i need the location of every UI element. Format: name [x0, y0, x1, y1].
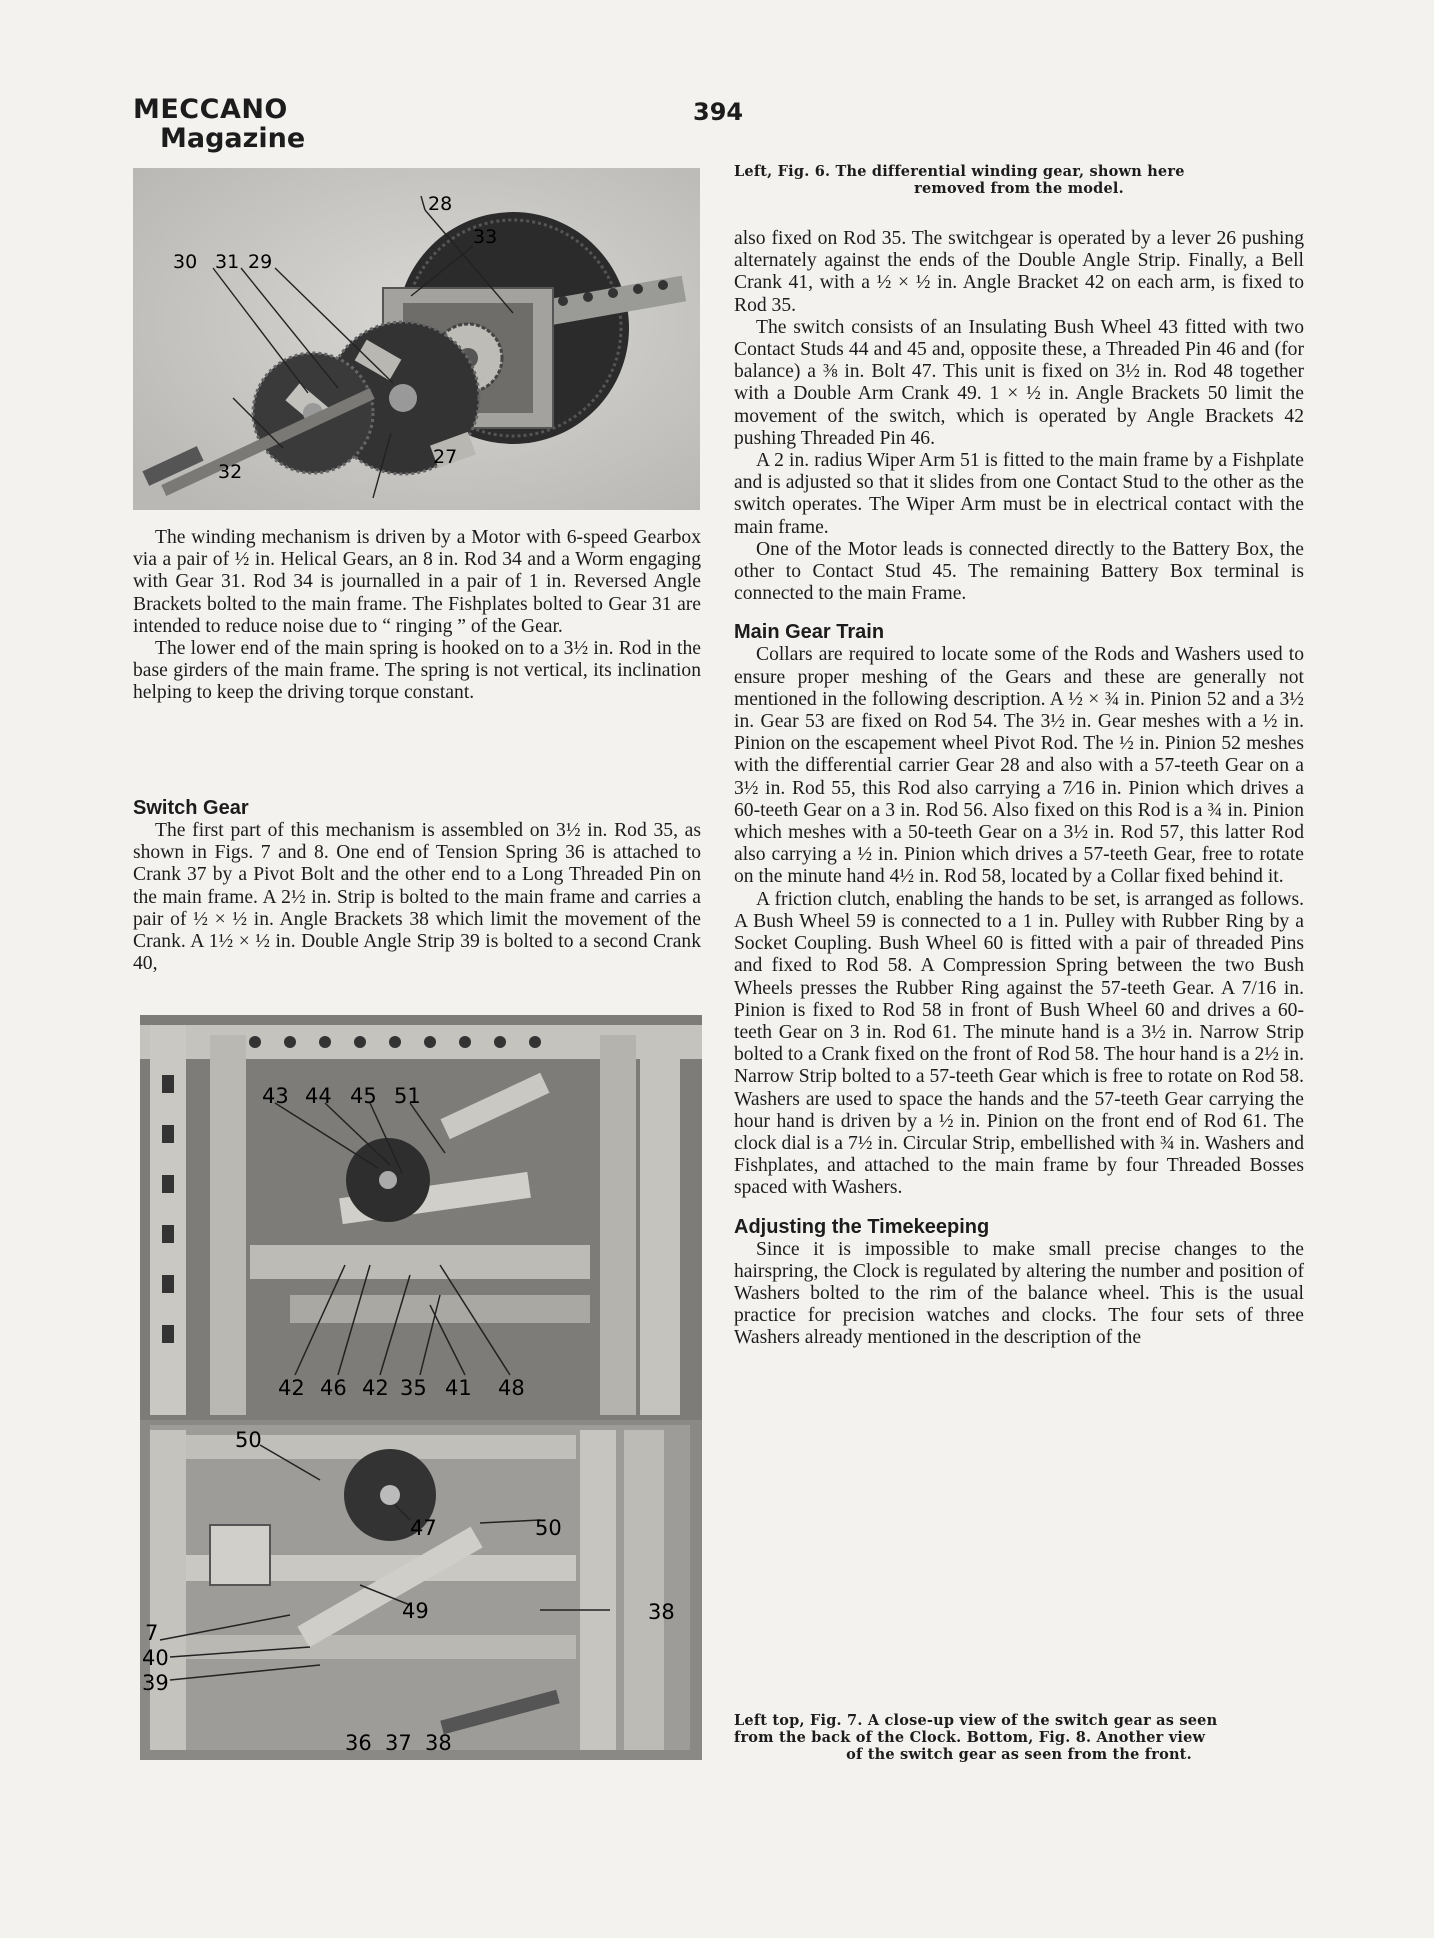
masthead — [133, 96, 305, 152]
fig7-8-photo — [140, 1015, 702, 1760]
section-heading-switch-gear: Switch Gear — [133, 797, 249, 819]
section-heading-main-gear-train: Main Gear Train — [734, 621, 885, 644]
callout-31: 31 — [215, 251, 240, 273]
fig7-8-caption — [734, 1712, 1304, 1763]
callout-51: 51 — [394, 1084, 421, 1108]
callout-28: 28 — [428, 193, 453, 215]
paragraph: also fixed on Rod 35. The switchgear is operated by a lever 26 pushing alternately against the ends of the Double Angle Strip. Finally, a Bell Crank 41, with a ½ × ½ in. Angle Bracket 42 on each arm, is fixed to Rod 35. — [734, 228, 1304, 316]
callout-41: 41 — [445, 1376, 472, 1400]
callout-38: 38 — [425, 1731, 452, 1755]
paragraph: The winding mechanism is driven by a Motor with 6-speed Gearbox via a pair of ½ in. Helical Gears, an 8 in. Rod 34 and a Worm engaging with Gear 31. Rod 34 is journalled in a pair of 1 in. Reversed Angle Brackets bolted to the main frame. The Fishplates bolted to Gear 31 are intended to reduce noise due to “ ringing ” of the Gear. — [133, 527, 701, 637]
paragraph: Since it is impossible to make small precise changes to the hairspring, the Clock is regulated by altering the number and position of Washers bolted to the rim of the balance wheel. This is the usual practice for precision watches and clocks. The four sets of three Washers already mentioned in the description of the — [734, 1238, 1304, 1349]
left-column-switch — [133, 797, 701, 975]
callout-49: 49 — [402, 1599, 429, 1623]
paragraph: One of the Motor leads is connected directly to the Battery Box, the other to Contact Stud 45. The remaining Battery Box terminal is connected to the main Frame. — [734, 538, 1304, 605]
callout-30: 30 — [173, 251, 198, 273]
callout-50: 50 — [235, 1428, 262, 1452]
callout-40: 40 — [142, 1646, 169, 1670]
paragraph: Collars are required to locate some of the Rods and Washers used to ensure proper meshing of the Gears and these are generally not mentioned in the following description. A ½ × ¾ in. Pinion 52 and a 3½ in. Gear 53 are fixed on Rod 54. The 3½ in. Gear meshes with a ½ in. Pinion on the escapement wheel Pivot Rod. The ½ in. Pinion 52 meshes with the differential carrier Gear 28 and also with a 57-teeth Gear on a 3½ in. Rod 55, this Rod also carrying a 7⁄16 in. Pinion which drives a 60-teeth Gear on a 3 in. Rod 56. Also fixed on this Rod is a ¾ in. Pinion which meshes with a 50-teeth Gear on a 3½ in. Rod 57, this latter Rod also carrying a ½ in. Pinion which drives a 57-teeth Gear, free to rotate on the minute hand 4½ in. Rod 58, located by a Collar fixed behind it. — [734, 644, 1304, 888]
callout-29: 29 — [248, 251, 273, 273]
fig7-8-caption-line1: Left top, Fig. 7. A close-up view of the switch gear as seen — [734, 1712, 1218, 1729]
fig7-8-caption-line3: of the switch gear as seen from the front. — [846, 1746, 1192, 1763]
fig6-caption-line1: Left, Fig. 6. The differential winding gear, shown here — [734, 163, 1185, 180]
masthead-title: MECCANO — [133, 94, 288, 125]
fig6-photo — [133, 168, 700, 510]
callout-37: 37 — [385, 1731, 412, 1755]
paragraph: The lower end of the main spring is hooked on to a 3½ in. Rod in the base girders of the main frame. The spring is not vertical, its inclination helping to keep the driving torque constant. — [133, 638, 701, 704]
callout-27: 27 — [433, 446, 458, 468]
callout-39: 39 — [142, 1671, 169, 1695]
paragraph: The switch consists of an Insulating Bush Wheel 43 fitted with two Contact Studs 44 and 45 and, opposite these, a Threaded Pin 46 and (for balance) a ⅜ in. Bolt 47. This unit is fixed on 3½ in. Rod 48 together with a Double Arm Crank 49. 1 × ½ in. Angle Brackets 50 limit the movement of the switch, which is operated by Angle Brackets 42 pushing Threaded Pin 46. — [734, 316, 1304, 449]
callout-32: 32 — [218, 461, 243, 483]
fig6-caption-line2: removed from the model. — [914, 180, 1124, 197]
section-heading-adjusting-timekeeping: Adjusting the Timekeeping — [734, 1215, 990, 1238]
left-column-intro — [133, 527, 701, 705]
right-column — [734, 228, 1304, 1350]
paragraph: A friction clutch, enabling the hands to be set, is arranged as follows. A Bush Wheel 59 is connected to a 1 in. Pulley with Rubber Ring by a Socket Coupling. Bush Wheel 60 is fitted with a pair of threaded Pins and fixed to Rod 58. A Compression Spring between the two Bush Wheels presses the Rubber Ring against the 57-teeth Gear. A 7/16 in. Pinion is fixed to Rod 58 in front of Bush Wheel 60 and drives a 60-teeth Gear on 3 in. Rod 61. The minute hand is a 3½ in. Narrow Strip bolted to a Crank fixed on the front of Rod 58. The hour hand is a 2½ in. Narrow Strip bolted to a 57-teeth Gear which is free to rotate on Rod 58. Washers are used to space the hands and the 57-teeth Gear carrying the hour hand is driven by a ½ in. Pinion on the front end of Rod 61. The clock dial is a 7½ in. Circular Strip, embellished with ¾ in. Washers and Fishplates, and attached to the main frame by four Threaded Bosses spaced with Washers. — [734, 888, 1304, 1199]
callout-45: 45 — [350, 1084, 377, 1108]
callout-43: 43 — [262, 1084, 289, 1108]
paragraph: A 2 in. radius Wiper Arm 51 is fitted to the main frame by a Fishplate and is adjusted so that it slides from one Contact Stud to the other as the switch operates. The Wiper Arm must be in electrical contact with the main frame. — [734, 450, 1304, 538]
callout-42: 42 — [362, 1376, 389, 1400]
fig6-caption — [734, 163, 1304, 197]
paragraph: The first part of this mechanism is assembled on 3½ in. Rod 35, as shown in Figs. 7 and 8. One end of Tension Spring 36 is attached to Crank 37 by a Pivot Bolt and the other end to a Long Threaded Pin on the main frame. A 2½ in. Strip is bolted to the main frame and carries a pair of ½ × ½ in. Angle Brackets 38 which limit the movement of the Crank. A 1½ × ½ in. Double Angle Strip 39 is bolted to a second Crank 40, — [133, 820, 701, 975]
callout-33: 33 — [473, 226, 498, 248]
callout-44: 44 — [305, 1084, 332, 1108]
callout-42: 42 — [278, 1376, 305, 1400]
callout-36: 36 — [345, 1731, 372, 1755]
callout-7: 7 — [145, 1621, 159, 1645]
callout-48: 48 — [498, 1376, 525, 1400]
callout-50: 50 — [535, 1516, 562, 1540]
masthead-subtitle: Magazine — [160, 123, 306, 154]
callout-38: 38 — [648, 1600, 675, 1624]
callout-47: 47 — [410, 1516, 437, 1540]
page-number: 394 — [693, 98, 744, 126]
fig7-8-caption-line2: from the back of the Clock. Bottom, Fig. 8. Another view — [734, 1729, 1206, 1746]
callout-46: 46 — [320, 1376, 347, 1400]
callout-35: 35 — [400, 1376, 427, 1400]
